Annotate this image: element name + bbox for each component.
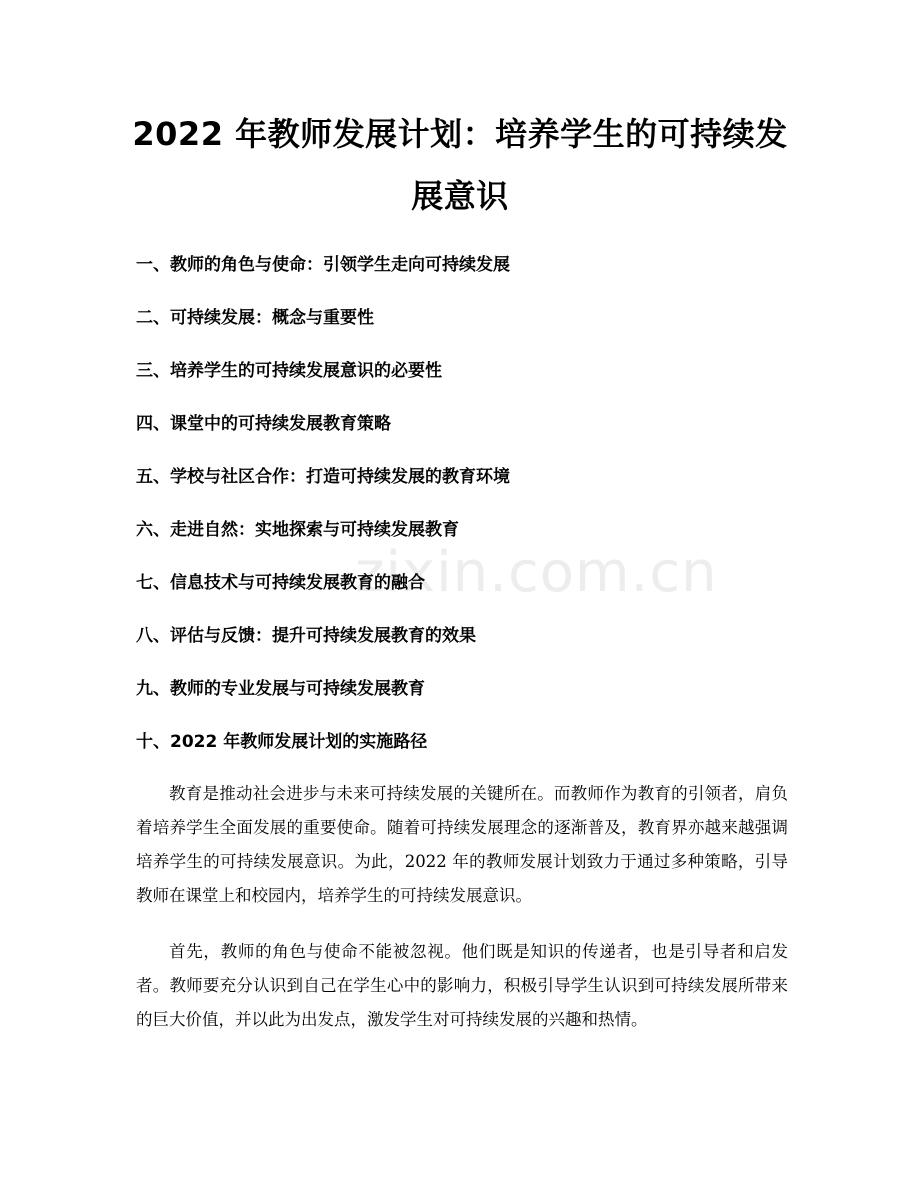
document-title: 2022 年教师发展计划：培养学生的可持续发展意识 [132, 115, 788, 215]
toc-item: 五、学校与社区合作：打造可持续发展的教育环境 [136, 467, 510, 487]
body-paragraph-first: 首先，教师的角色与使命不能被忽视。他们既是知识的传递者，也是引导者和启发者。教师要充分认识到自己在学生心中的影响力，积极引导学生认识到可持续发展所带来的巨大价值，并以此为出发点，激发学生对可持续发展的兴趣和热情。 [136, 942, 788, 1029]
table-of-contents [136, 251, 510, 781]
body-paragraph-intro: 教育是推动社会进步与未来可持续发展的关键所在。而教师作为教育的引领者，肩负着培养学生全面发展的重要使命。随着可持续发展理念的逐渐普及，教育界亦越来越强调培养学生的可持续发展意识。为此，2022 年的教师发展计划致力于通过多种策略，引导教师在课堂上和校园内，培养学生的可持续发展意识。 [136, 784, 788, 905]
watermark: zixin.com.cn [355, 540, 718, 605]
toc-item: 八、评估与反馈：提升可持续发展教育的效果 [136, 626, 476, 646]
toc-item: 四、课堂中的可持续发展教育策略 [136, 414, 391, 434]
toc-item: 九、教师的专业发展与可持续发展教育 [136, 679, 425, 699]
toc-item: 六、走进自然：实地探索与可持续发展教育 [136, 520, 459, 540]
toc-item: 十、2022 年教师发展计划的实施路径 [136, 732, 428, 752]
toc-item: 二、可持续发展：概念与重要性 [136, 308, 374, 328]
toc-item: 一、教师的角色与使命：引领学生走向可持续发展 [136, 255, 510, 275]
toc-item: 七、信息技术与可持续发展教育的融合 [136, 573, 425, 593]
toc-item: 三、培养学生的可持续发展意识的必要性 [136, 361, 442, 381]
